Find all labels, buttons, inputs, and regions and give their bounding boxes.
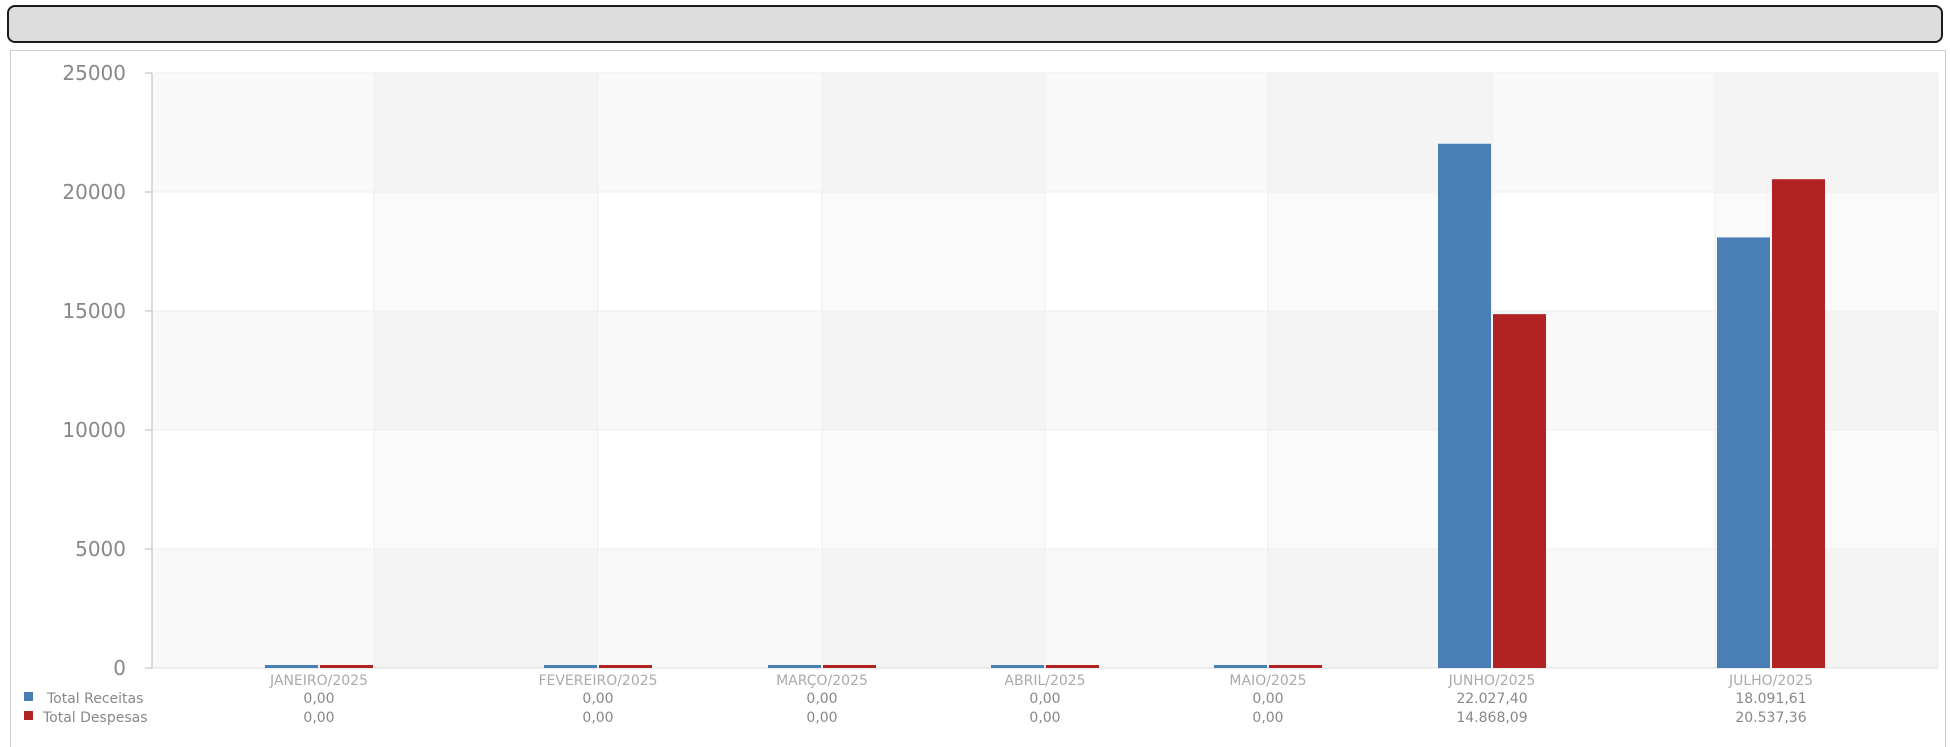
bar-total-receitas-6[interactable] [1717,237,1770,668]
bar-total-despesas-6[interactable] [1772,179,1825,668]
bar-total-receitas-4[interactable] [1214,665,1267,668]
grid-column-band [822,73,1045,668]
y-tick-label: 10000 [62,418,126,442]
data-table-cell: 14.868,09 [1456,710,1528,726]
x-category-label: MAIO/2025 [1229,673,1307,689]
y-tick-label: 0 [113,656,126,680]
grid-column-band [374,73,598,668]
data-table-cell: 0,00 [303,710,335,726]
data-table-cell: 0,00 [806,691,838,707]
x-category-label: ABRIL/2025 [1004,673,1086,689]
x-category-label: MARÇO/2025 [776,673,868,689]
bar-total-despesas-3[interactable] [1046,665,1099,668]
data-table-cell: 18.091,61 [1735,691,1807,707]
data-table-cell: 20.537,36 [1735,710,1807,726]
data-table-cell: 0,00 [1252,710,1284,726]
data-table-cell: 22.027,40 [1456,691,1528,707]
x-category-label: JULHO/2025 [1728,673,1814,689]
x-category-label: FEVEREIRO/2025 [538,673,658,689]
bar-total-despesas-0[interactable] [320,665,373,668]
y-tick-label: 20000 [62,180,126,204]
legend-label: Total Despesas [43,710,148,726]
y-tick-label: 5000 [75,537,126,561]
data-table-cell: 0,00 [1029,710,1061,726]
data-table-cell: 0,00 [303,691,335,707]
legend-swatch [24,711,33,720]
bar-total-receitas-1[interactable] [544,665,597,668]
data-table-cell: 0,00 [1252,691,1284,707]
bar-total-receitas-0[interactable] [265,665,318,668]
bar-total-receitas-5[interactable] [1438,144,1491,668]
data-table-cell: 0,00 [806,710,838,726]
legend-label: Total Receitas [47,691,144,707]
bar-total-despesas-4[interactable] [1269,665,1322,668]
y-tick-label: 15000 [62,299,126,323]
bar-total-receitas-2[interactable] [768,665,821,668]
bar-total-receitas-3[interactable] [991,665,1044,668]
bar-total-despesas-1[interactable] [599,665,652,668]
data-table-cell: 0,00 [582,710,614,726]
data-table-cell: 0,00 [582,691,614,707]
y-tick-label: 25000 [62,61,126,85]
x-category-label: JUNHO/2025 [1448,673,1536,689]
bar-total-despesas-2[interactable] [823,665,876,668]
legend-swatch [24,692,33,701]
data-table-cell: 0,00 [1029,691,1061,707]
bar-total-despesas-5[interactable] [1493,314,1546,668]
x-category-label: JANEIRO/2025 [270,673,368,689]
